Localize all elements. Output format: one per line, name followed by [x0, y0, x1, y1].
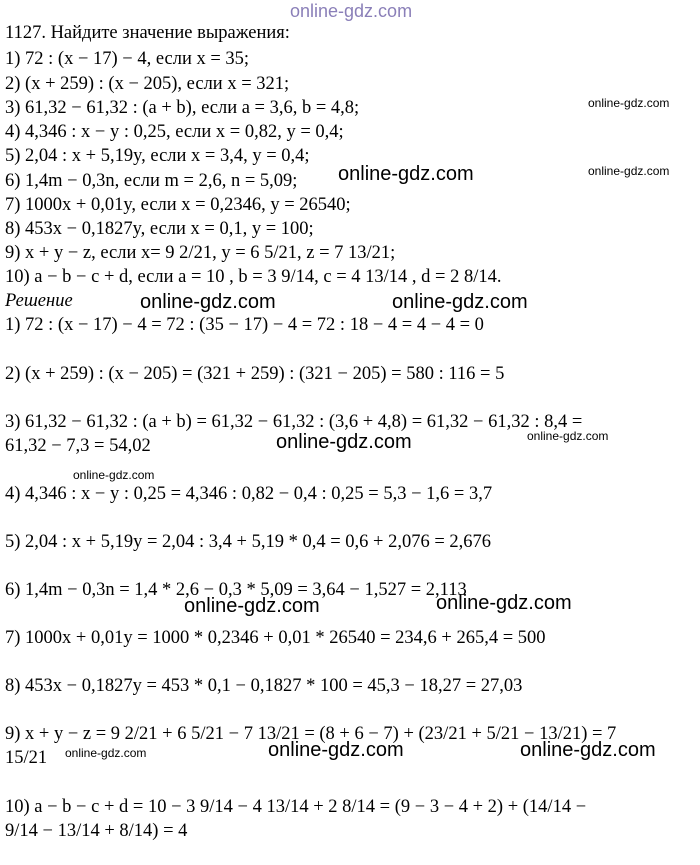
watermark-large: online-gdz.com — [392, 291, 528, 313]
watermark-small: online-gdz.com — [588, 96, 670, 110]
watermark-large: online-gdz.com — [184, 595, 320, 617]
task-item-10: 10) a − b − c + d, если a = 10 , b = 3 9/14, c = 4 13/14 , d = 2 8/14. — [5, 267, 502, 287]
solution-line-5: 5) 2,04 : x + 5,19y = 2,04 : 3,4 + 5,19 * 0,4 = 0,6 + 2,076 = 2,676 — [5, 532, 492, 552]
solution-line-6: 6) 1,4m − 0,3n = 1,4 * 2,6 − 0,3 * 5,09 = 3,64 − 1,527 = 2,113 — [5, 580, 467, 600]
task-item-7: 7) 1000x + 0,01y, если x = 0,2346, y = 26540; — [5, 195, 351, 215]
task-item-1: 1) 72 : (x − 17) − 4, если x = 35; — [5, 49, 250, 69]
solution-line-3b: 61,32 − 7,3 = 54,02 — [5, 436, 151, 456]
task-item-4: 4) 4,346 : x − y : 0,25, если x = 0,82, y = 0,4; — [5, 122, 344, 142]
watermark-small: online-gdz.com — [527, 429, 609, 443]
watermark-small: online-gdz.com — [588, 164, 670, 178]
solution-line-9b: 15/21 — [5, 748, 48, 768]
solution-line-4: 4) 4,346 : x − y : 0,25 = 4,346 : 0,82 − 0,4 : 0,25 = 5,3 − 1,6 = 3,7 — [5, 484, 493, 504]
solution-line-10b: 9/14 − 13/14 + 8/14) = 4 — [5, 821, 188, 841]
watermark-large: online-gdz.com — [338, 163, 474, 185]
watermark-large: online-gdz.com — [520, 739, 656, 761]
task-item-5: 5) 2,04 : x + 5,19y, если x = 3,4, y = 0,4; — [5, 146, 310, 166]
task-item-8: 8) 453x − 0,1827y, если x = 0,1, y = 100; — [5, 219, 314, 239]
watermark-large: online-gdz.com — [268, 739, 404, 761]
task-item-2: 2) (x + 259) : (x − 205), если x = 321; — [5, 74, 290, 94]
solution-heading: Решение — [5, 291, 73, 311]
solution-line-3a: 3) 61,32 − 61,32 : (a + b) = 61,32 − 61,32 : (3,6 + 4,8) = 61,32 − 61,32 : 8,4 = — [5, 412, 583, 432]
watermark-large: online-gdz.com — [276, 431, 412, 453]
solution-line-10a: 10) a − b − c + d = 10 − 3 9/14 − 4 13/14 + 2 8/14 = (9 − 3 − 4 + 2) + (14/14 − — [5, 797, 587, 817]
watermark-large: online-gdz.com — [436, 592, 572, 614]
solution-line-8: 8) 453x − 0,1827y = 453 * 0,1 − 0,1827 * 100 = 45,3 − 18,27 = 27,03 — [5, 676, 523, 696]
solution-line-2: 2) (x + 259) : (x − 205) = (321 + 259) : (321 − 205) = 580 : 116 = 5 — [5, 364, 505, 384]
solution-line-1: 1) 72 : (x − 17) − 4 = 72 : (35 − 17) − 4 = 72 : 18 − 4 = 4 − 4 = 0 — [5, 315, 484, 335]
task-title: 1127. Найдите значение выражения: — [5, 23, 290, 43]
solution-line-7: 7) 1000x + 0,01y = 1000 * 0,2346 + 0,01 * 26540 = 234,6 + 265,4 = 500 — [5, 628, 546, 648]
watermark-small: online-gdz.com — [73, 468, 155, 482]
watermark-small: online-gdz.com — [65, 746, 147, 760]
watermark-large: online-gdz.com — [140, 291, 276, 313]
solution-line-9a: 9) x + y − z = 9 2/21 + 6 5/21 − 7 13/21 = (8 + 6 − 7) + (23/21 + 5/21 − 13/21) = 7 — [5, 724, 617, 744]
watermark-top: online-gdz.com — [290, 1, 413, 21]
task-item-9: 9) x + y − z, если x= 9 2/21, y = 6 5/21, z = 7 13/21; — [5, 243, 396, 263]
task-item-3: 3) 61,32 − 61,32 : (a + b), если a = 3,6, b = 4,8; — [5, 98, 360, 118]
task-item-6: 6) 1,4m − 0,3n, если m = 2,6, n = 5,09; — [5, 171, 298, 191]
